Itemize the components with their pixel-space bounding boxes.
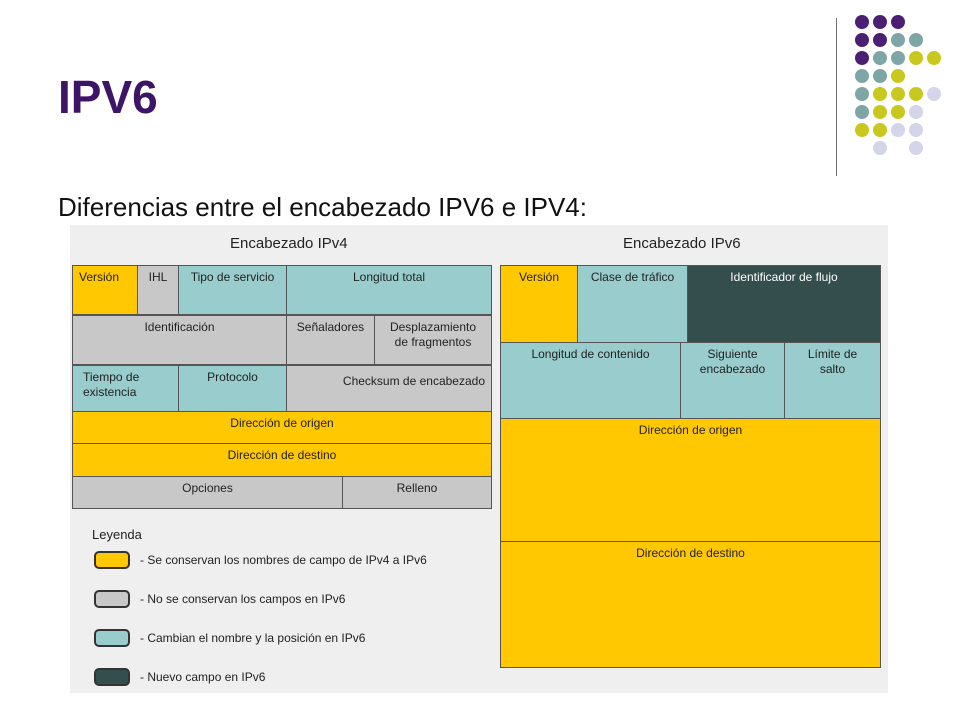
ipv4-protocolo-field: Protocolo <box>178 365 287 412</box>
legend-swatch-changed <box>94 629 130 647</box>
ipv4-tiempo-existencia-field: Tiempo de existencia <box>72 365 179 412</box>
legend-swatch-removed <box>94 590 130 608</box>
decorative-divider-line <box>836 18 837 176</box>
ipv4-longitud-total-field: Longitud total <box>286 265 492 315</box>
legend-text-new: - Nuevo campo en IPv6 <box>140 670 266 684</box>
ipv4-checksum-field: Checksum de encabezado <box>286 365 492 412</box>
ipv4-senaladores-field: Señaladores <box>286 315 375 365</box>
ipv6-longitud-contenido-field: Longitud de contenido <box>500 342 681 419</box>
ipv6-direccion-destino-field: Dirección de destino <box>500 541 881 668</box>
slide-subtitle: Diferencias entre el encabezado IPV6 e IPV4: <box>58 192 587 222</box>
ipv4-direccion-origen-field: Dirección de origen <box>72 411 492 444</box>
ipv6-header-title: Encabezado IPv6 <box>623 235 741 252</box>
ipv4-tipo-servicio-field: Tipo de servicio <box>178 265 287 315</box>
header-comparison-figure <box>70 225 888 693</box>
legend-title: Leyenda <box>92 527 142 542</box>
ipv6-direccion-origen-field: Dirección de origen <box>500 418 881 542</box>
legend-swatch-kept <box>94 551 130 569</box>
legend-swatch-new <box>94 668 130 686</box>
ipv4-relleno-field: Relleno <box>342 476 492 509</box>
ipv4-desplazamiento-field: Desplazamiento de fragmentos <box>374 315 492 365</box>
ipv4-header-title: Encabezado IPv4 <box>230 235 348 252</box>
ipv6-identificador-flujo-field: Identificador de flujo <box>687 265 881 343</box>
legend-text-changed: - Cambian el nombre y la posición en IPv6 <box>140 631 366 645</box>
legend-text-removed: - No se conservan los campos en IPv6 <box>140 592 346 606</box>
ipv4-version-field: Versión <box>72 265 138 315</box>
ipv4-opciones-field: Opciones <box>72 476 343 509</box>
ipv4-direccion-destino-field: Dirección de destino <box>72 443 492 477</box>
slide-title: IPV6 <box>58 71 158 123</box>
ipv6-version-field: Versión <box>500 265 578 343</box>
ipv6-limite-salto-field: Límite de salto <box>784 342 881 419</box>
ipv6-clase-trafico-field: Clase de tráfico <box>577 265 688 343</box>
ipv4-ihl-field: IHL <box>137 265 179 315</box>
ipv4-identificacion-field: Identificación <box>72 315 287 365</box>
legend-text-kept: - Se conservan los nombres de campo de IPv4 a IPv6 <box>140 553 427 567</box>
ipv6-siguiente-encabezado-field: Siguiente encabezado <box>680 342 785 419</box>
